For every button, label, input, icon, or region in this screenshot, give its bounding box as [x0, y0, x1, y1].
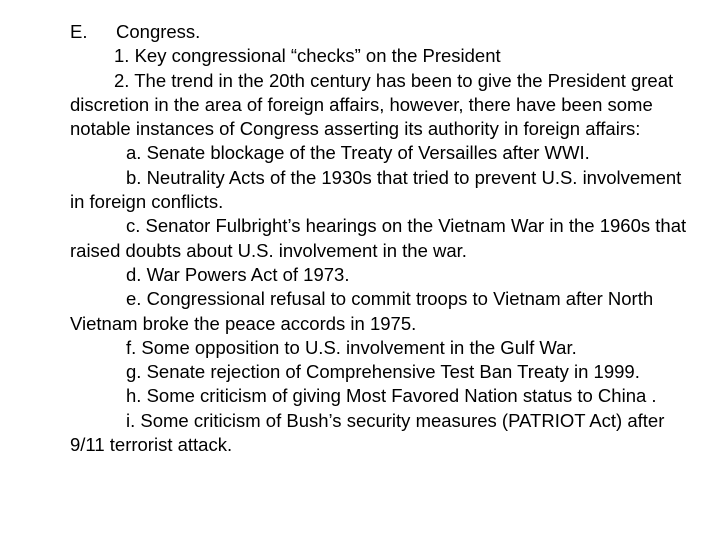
instance-f: f. Some opposition to U.S. involvement in the Gulf War.	[126, 336, 577, 358]
point-2: 2. The trend in the 20th century has been to give the President great discretion in the area of foreign affairs, however, there have been some notable instances of Congress asserting its authority in foreign affairs:	[70, 69, 674, 140]
section-heading	[70, 20, 690, 44]
instance-e: e. Congressional refusal to commit troops to Vietnam after North Vietnam broke the peace accords in 1975.	[70, 288, 654, 334]
section-marker: E.	[70, 21, 88, 42]
instance-g: g. Senate rejection of Comprehensive Test Ban Treaty in 1999.	[126, 361, 640, 383]
point-1: 1. Key congressional “checks” on the President	[114, 45, 501, 67]
instance-a: a. Senate blockage of the Treaty of Versailles after WWI.	[126, 142, 590, 164]
instance-c: c. Senator Fulbright’s hearings on the Vietnam War in the 1960s that raised doubts about U.S. involvement in the war.	[70, 215, 687, 261]
instance-b: b. Neutrality Acts of the 1930s that tried to prevent U.S. involvement in foreign conflicts.	[70, 166, 682, 213]
instance-i: i. Some criticism of Bush’s security measures (PATRIOT Act) after 9/11 terrorist attack.	[70, 409, 665, 456]
instance-h: h. Some criticism of giving Most Favored Nation status to China .	[126, 385, 657, 407]
section-title: Congress.	[116, 21, 201, 42]
outline-body	[70, 20, 690, 457]
instance-d: d. War Powers Act of 1973.	[126, 263, 350, 285]
